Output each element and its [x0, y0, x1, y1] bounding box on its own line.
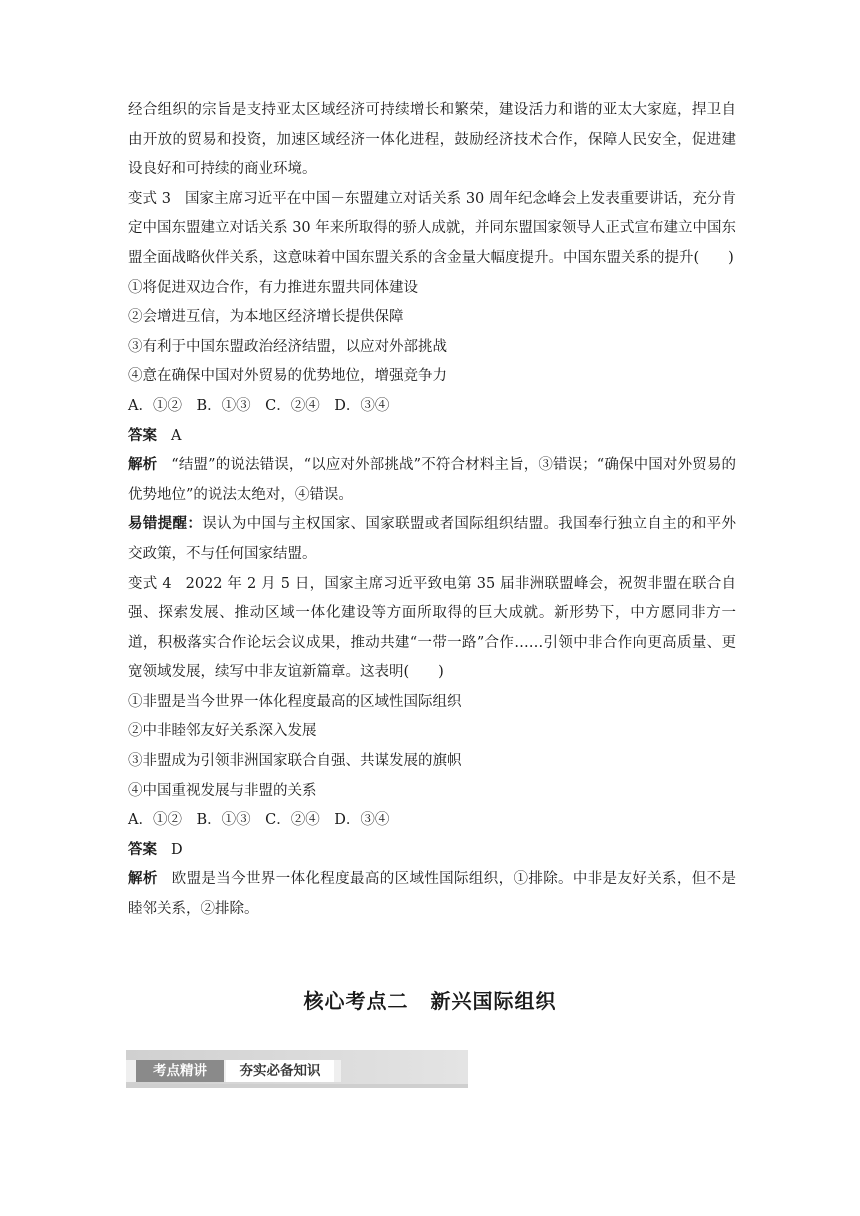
variant-3-answer	[128, 422, 736, 452]
banner-text: 夯实必备知识	[226, 1060, 334, 1082]
variant-3-choices: A．①② B．①③ C．②④ D．③④	[128, 397, 390, 414]
answer-value: A	[171, 427, 182, 444]
variant-4-option-1: ①非盟是当今世界一体化程度最高的区域性国际组织	[128, 693, 462, 710]
variant-4-choices: A．①② B．①③ C．②④ D．③④	[128, 812, 390, 829]
analysis-text: “结盟”的说法错误，“以应对外部挑战”不符合材料主旨，③错误；“确保中国对外贸易的优势地位”的说法太绝对，④错误。	[128, 457, 737, 503]
analysis-label: 解析	[128, 457, 158, 474]
section-title-number: 核心考点二	[303, 989, 409, 1013]
answer-label: 答案	[128, 427, 157, 444]
variant-4-option-3: ③非盟成为引领非洲国家联合自强、共谋发展的旗帜	[128, 753, 462, 770]
variant-3-option-1: ①将促进双边合作，有力推进东盟共同体建设	[128, 279, 418, 296]
variant-4-option-2: ②中非睦邻友好关系深入发展	[128, 723, 317, 740]
variant-3-option-2: ②会增进互信，为本地区经济增长提供保障	[128, 309, 404, 326]
banner-tag: 考点精讲	[136, 1060, 224, 1082]
variant-3-analysis	[128, 451, 736, 510]
variant-4-stem-text: 2022 年 2 月 5 日，国家主席习近平致电第 35 届非洲联盟峰会，祝贺非盟在联合自强、探索发展、推动区域一体化建设等方面所取得的巨大成就。新形势下，中方愿同非方一道，积极落实合作论坛会议成果，推动共建“一带一路”合作……引领中非合作向更高质量、更宽领域发展，续写中非友谊新篇章。这表明( )	[128, 575, 736, 681]
variant-3-label: 变式 3	[128, 190, 171, 207]
variant-3-stem	[128, 185, 736, 274]
document-body	[128, 96, 736, 925]
variant-4-analysis	[128, 865, 736, 924]
section-title	[0, 985, 860, 1014]
variant-3-option-3: ③有利于中国东盟政治经济结盟，以应对外部挑战	[128, 338, 447, 355]
variant-4-option-4: ④中国重视发展与非盟的关系	[128, 782, 317, 799]
answer-label: 答案	[128, 841, 157, 858]
answer-value: D	[171, 841, 183, 858]
analysis-label: 解析	[128, 871, 158, 888]
tip-label: 易错提醒：	[128, 516, 203, 533]
section-title-text: 新兴国际组织	[430, 989, 557, 1013]
variant-3-stem-text: 国家主席习近平在中国－东盟建立对话关系 30 周年纪念峰会上发表重要讲话，充分肯定中国东盟建立对话关系 30 年来所取得的骄人成就，并同东盟国家领导人正式宣布建立中国东盟全面战略伙伴关系，这意味着中国东盟关系的含金量大幅度提升。中国东盟关系的提升( )	[128, 190, 736, 266]
section-banner	[126, 1050, 468, 1088]
variant-4-stem	[128, 570, 736, 688]
variant-3-tip	[128, 510, 736, 569]
variant-4-label: 变式 4	[128, 575, 172, 592]
variant-3-option-4: ④意在确保中国对外贸易的优势地位，增强竞争力	[128, 368, 447, 385]
intro-paragraph: 经合组织的宗旨是支持亚太区域经济可持续增长和繁荣，建设活力和谐的亚太大家庭，捍卫自由开放的贸易和投资，加速区域经济一体化进程，鼓励经济技术合作，保障人民安全，促进建设良好和可持续的商业环境。	[128, 102, 736, 178]
banner-underline	[126, 1084, 468, 1088]
analysis-text: 欧盟是当今世界一体化程度最高的区域性国际组织，①排除。中非是友好关系，但不是睦邻关系，②排除。	[128, 871, 736, 918]
variant-4-answer	[128, 836, 736, 866]
tip-text: 误认为中国与主权国家、国家联盟或者国际组织结盟。我国奉行独立自主的和平外交政策，不与任何国家结盟。	[128, 516, 736, 562]
